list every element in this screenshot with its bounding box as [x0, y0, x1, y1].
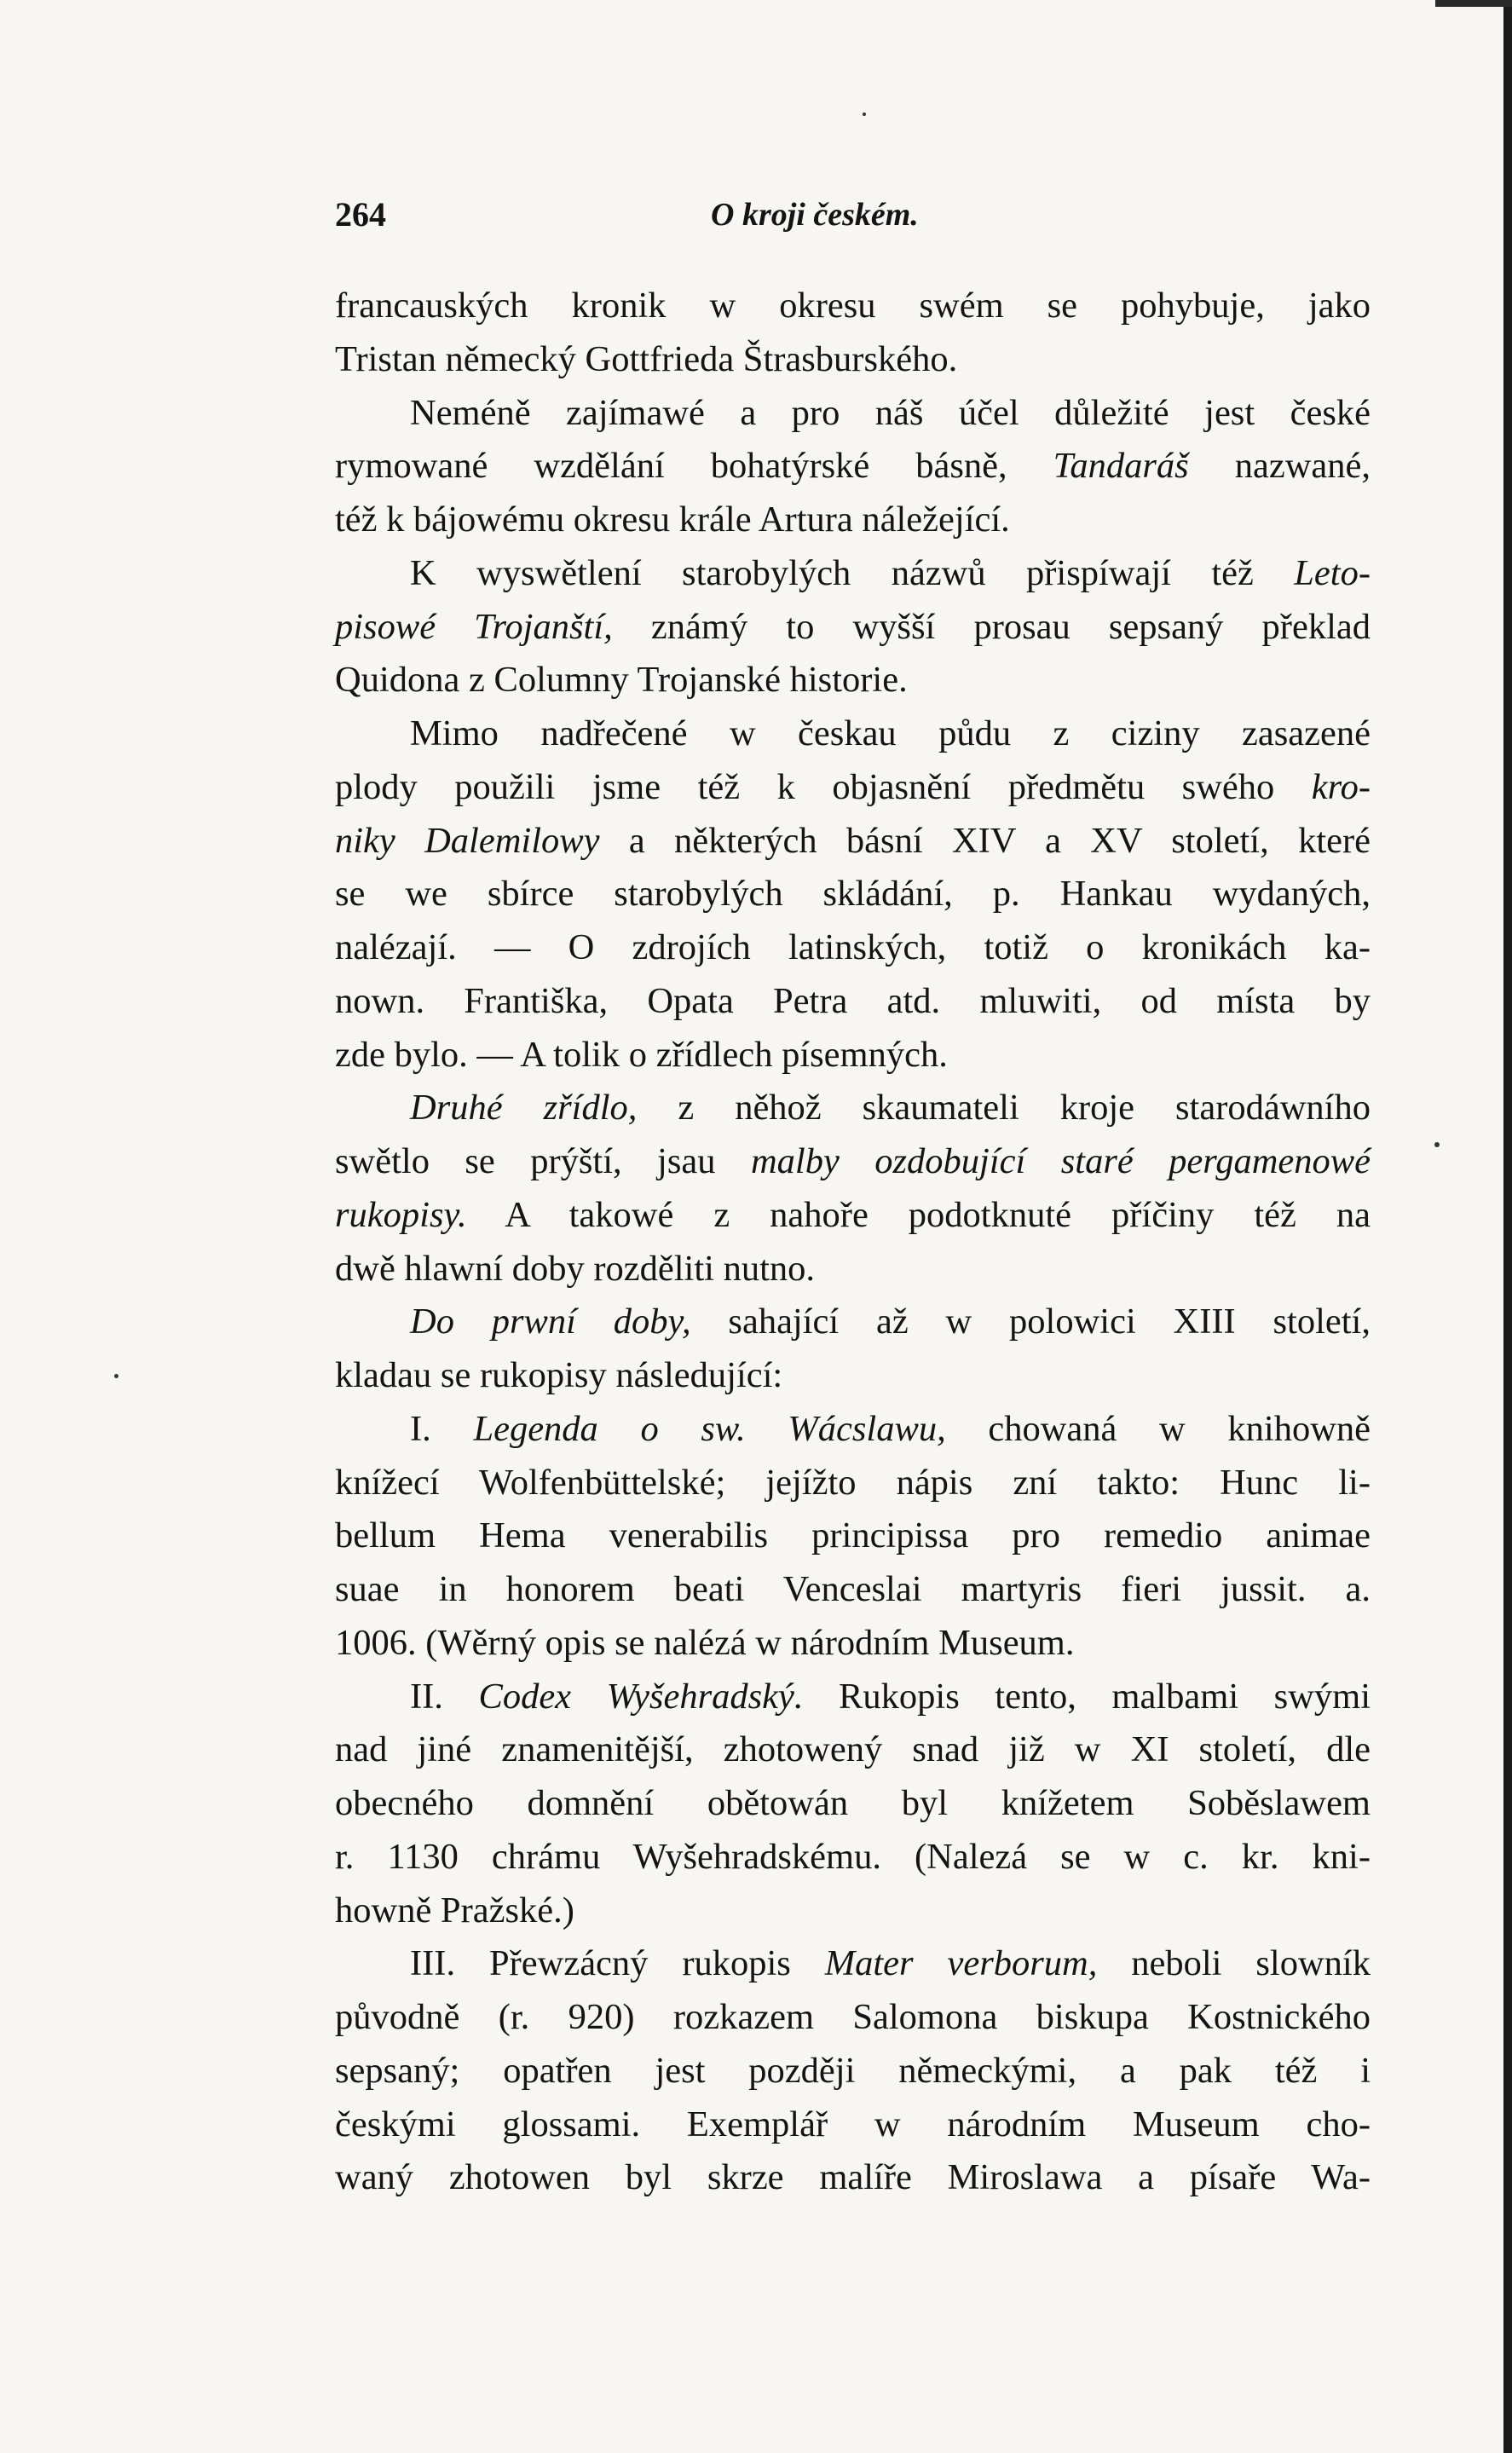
- text-line: [335, 1777, 1371, 1831]
- text-segment: též k bájowému okresu krále Artura náležející.: [335, 499, 1010, 540]
- text-segment: známý to wyšší prosau sepsaný překlad: [612, 606, 1371, 647]
- italic-text-segment: Tandaráš: [1053, 446, 1189, 487]
- text-line: [335, 1723, 1371, 1777]
- text-line: [335, 1831, 1371, 1884]
- text-segment: Quidona z Columny Trojanské historie.: [335, 660, 908, 701]
- text-line: [335, 1029, 1371, 1082]
- text-line: [335, 493, 1371, 547]
- text-line: [335, 707, 1371, 761]
- running-title: O kroji českém.: [711, 197, 919, 233]
- text-segment: 1006. (Wěrný opis se nalézá w národním Museum.: [335, 1622, 1075, 1663]
- text-line: [335, 1509, 1371, 1563]
- text-segment: swětlo se prýští, jsau: [335, 1141, 751, 1181]
- italic-text-segment: niky Dalemilowy: [335, 820, 600, 861]
- text-line: [335, 333, 1371, 387]
- text-line: [335, 921, 1371, 975]
- text-segment: dwě hlawní doby rozděliti nutno.: [335, 1248, 816, 1289]
- text-segment: Neméně zajímawé a pro náš účel důležité jest české: [410, 392, 1371, 433]
- text-segment: a některých básní XIV a XV století, které: [599, 820, 1371, 861]
- text-line: [335, 761, 1371, 815]
- text-line: [335, 975, 1371, 1029]
- text-line: [335, 1884, 1371, 1938]
- text-line: [335, 1189, 1371, 1243]
- text-line: [335, 2045, 1371, 2098]
- text-line: [335, 601, 1371, 655]
- text-line: [335, 1243, 1371, 1296]
- text-segment: nad jiné znamenitější, zhotowený snad již w XI století, dle: [335, 1729, 1371, 1770]
- ink-speck: [1434, 1142, 1440, 1147]
- text-segment: nown. Františka, Opata Petra atd. mluwiti, od místa by: [335, 980, 1371, 1021]
- text-segment: francauských kronik w okresu swém se pohybuje, jako: [335, 286, 1371, 326]
- text-segment: neboli slowník: [1097, 1943, 1371, 1984]
- text-segment: bellum Hema venerabilis principissa pro remedio animae: [335, 1515, 1371, 1556]
- text-segment: z něhož skaumateli kroje starodáwního: [637, 1088, 1371, 1128]
- text-line: [335, 1082, 1371, 1135]
- text-line: [335, 1403, 1371, 1457]
- italic-text-segment: Codex Wyšehradský.: [478, 1676, 804, 1717]
- text-segment: zde bylo. — A tolik o zřídlech písemných.: [335, 1034, 948, 1075]
- text-line: [335, 815, 1371, 869]
- text-segment: knížecí Wolfenbüttelské; jejížto nápis zní takto: Hunc li-: [335, 1462, 1371, 1503]
- text-segment: K wyswětlení starobylých názwů přispíwají též: [410, 552, 1295, 593]
- text-line: [335, 1296, 1371, 1349]
- text-line: [335, 547, 1371, 601]
- page-edge-shadow: [1503, 0, 1512, 2453]
- text-line: [335, 280, 1371, 333]
- text-segment: sepsaný; opatřen jest později německými, a pak též i: [335, 2050, 1371, 2091]
- text-segment: suae in honorem beati Venceslai martyris fieri jussit. a.: [335, 1569, 1371, 1609]
- text-segment: českými glossami. Exemplář w národním Museum cho-: [335, 2104, 1371, 2144]
- text-line: [335, 2098, 1371, 2152]
- text-line: [335, 1937, 1371, 1991]
- italic-text-segment: pisowé Trojanští,: [335, 606, 613, 647]
- text-segment: obecného domnění obětowán byl knížetem Soběslawem: [335, 1783, 1371, 1823]
- text-segment: howně Pražské.): [335, 1890, 574, 1931]
- text-segment: Rukopis tento, malbami swými: [803, 1676, 1371, 1717]
- text-segment: Tristan německý Gottfrieda Štrasburského.: [335, 338, 958, 379]
- italic-text-segment: malby ozdobující staré pergamenowé: [750, 1141, 1371, 1181]
- text-segment: r. 1130 chrámu Wyšehradskému. (Nalezá se w c. kr. kni-: [335, 1836, 1371, 1877]
- body-text: [335, 280, 1371, 2205]
- text-line: [335, 1349, 1371, 1403]
- text-segment: rymowané wzdělání bohatýrské básně,: [335, 446, 1053, 487]
- text-segment: se we sbírce starobylých skládání, p. Hankau wydaných,: [335, 874, 1371, 915]
- text-segment: chowaná w knihowně: [945, 1408, 1371, 1449]
- text-line: [335, 654, 1371, 707]
- text-segment: waný zhotowen byl skrze malíře Miroslawa a písaře Wa-: [335, 2157, 1371, 2198]
- italic-text-segment: Mater verborum,: [824, 1943, 1098, 1984]
- italic-text-segment: kro-: [1311, 766, 1371, 807]
- text-line: [335, 387, 1371, 441]
- page-header: [335, 194, 1371, 245]
- italic-text-segment: rukopisy.: [335, 1194, 467, 1235]
- text-segment: III. Přewzácný rukopis: [410, 1943, 825, 1984]
- ink-speck: [114, 1374, 118, 1378]
- text-segment: nazwané,: [1188, 446, 1371, 487]
- text-line: [335, 1457, 1371, 1510]
- page-number: 264: [335, 195, 386, 234]
- text-line: [335, 1563, 1371, 1617]
- italic-text-segment: Leto-: [1294, 552, 1371, 593]
- page-edge-top-shadow: [1435, 0, 1512, 7]
- text-segment: sahající až w polowici XIII století,: [690, 1302, 1371, 1342]
- text-segment: II.: [410, 1676, 479, 1717]
- text-line: [335, 2151, 1371, 2205]
- text-segment: původně (r. 920) rozkazem Salomona biskupa Kostnického: [335, 1997, 1371, 2037]
- text-segment: I.: [410, 1408, 474, 1449]
- text-segment: Mimo nadřečené w českau půdu z ciziny zasazené: [410, 713, 1371, 753]
- text-line: [335, 1135, 1371, 1189]
- text-line: [335, 440, 1371, 493]
- text-segment: plody použili jsme též k objasnění předmětu swého: [335, 766, 1312, 807]
- ink-speck: [863, 113, 866, 116]
- text-line: [335, 868, 1371, 921]
- text-segment: nalézají. — O zdrojích latinských, totiž o kronikách ka-: [335, 927, 1371, 967]
- text-line: [335, 1991, 1371, 2045]
- text-segment: A takowé z nahoře podotknuté příčiny též na: [466, 1194, 1371, 1235]
- italic-text-segment: Do prwní doby,: [410, 1302, 691, 1342]
- italic-text-segment: Druhé zřídlo,: [410, 1088, 638, 1128]
- italic-text-segment: Legenda o sw. Wácslawu,: [473, 1408, 946, 1449]
- text-segment: kladau se rukopisy následující:: [335, 1355, 783, 1395]
- text-line: [335, 1617, 1371, 1671]
- text-line: [335, 1671, 1371, 1724]
